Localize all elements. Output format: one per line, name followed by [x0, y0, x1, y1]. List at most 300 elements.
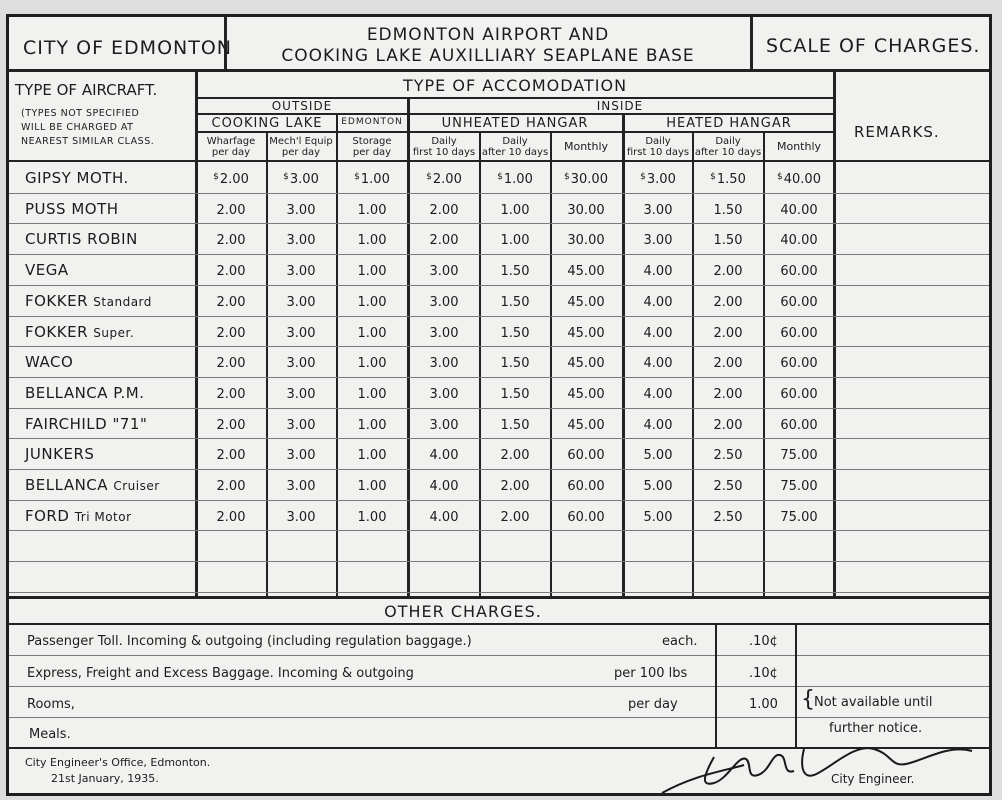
rate-value: 60.00 — [780, 418, 818, 433]
rule — [550, 131, 552, 596]
aircraft-name-text: FAIRCHILD "71" — [25, 415, 148, 433]
rate-value: 2.00 — [713, 418, 743, 433]
rate-cell — [556, 265, 616, 278]
rate-value: 3.00 — [429, 418, 459, 433]
aircraft-name-text: VEGA — [25, 261, 69, 279]
rate-cell — [769, 480, 829, 493]
charge-express-freight: Express, Freight and Excess Baggage. Incoming & outgoing — [27, 666, 414, 681]
rate-value: 1.50 — [500, 356, 530, 371]
aircraft-name — [25, 386, 145, 401]
col-header-wharfage: Wharfage per day — [206, 136, 256, 158]
aircraft-name — [25, 171, 129, 186]
row-gridline — [9, 592, 989, 593]
rate-cell — [271, 388, 331, 401]
rate-cell — [342, 480, 402, 493]
rate-value: 45.00 — [567, 295, 605, 310]
rate-value: 45.00 — [567, 264, 605, 279]
inside-label: INSIDE — [596, 99, 644, 113]
rate-value: 2.00 — [500, 510, 530, 525]
rate-value: 1.50 — [500, 387, 530, 402]
rate-cell — [414, 449, 474, 462]
aircraft-name-text: WACO — [25, 353, 74, 371]
rate-value: 3.00 — [286, 479, 316, 494]
rate-value: 60.00 — [780, 356, 818, 371]
aircraft-name-text: BELLANCA P.M. — [25, 384, 145, 402]
rate-value: 75.00 — [780, 448, 818, 463]
rate-value: 1.00 — [357, 233, 387, 248]
rate-cell — [414, 357, 474, 370]
unheated-hangar-label: UNHEATED HANGAR — [441, 116, 589, 131]
rate-value: 60.00 — [780, 264, 818, 279]
charge-express-unit: per 100 lbs — [614, 666, 688, 681]
rate-value: 1.00 — [500, 233, 530, 248]
rate-cell — [628, 327, 688, 340]
rate-value: 2.00 — [216, 356, 246, 371]
aircraft-name-suffix: Cruiser — [113, 479, 160, 493]
rate-value: 3.00 — [429, 356, 459, 371]
availability-note-line2: further notice. — [829, 721, 923, 736]
rate-cell — [698, 173, 758, 186]
rate-value: 30.00 — [570, 172, 608, 187]
rate-value: 3.00 — [429, 326, 459, 341]
rate-value: 2.50 — [713, 448, 743, 463]
rate-cell — [628, 480, 688, 493]
aircraft-name — [25, 355, 73, 370]
row-gridline — [9, 377, 989, 378]
rate-value: 2.00 — [216, 295, 246, 310]
aircraft-note-line2: WILL BE CHARGED AT — [21, 122, 134, 133]
rate-value: 3.00 — [286, 387, 316, 402]
rate-cell — [485, 357, 545, 370]
rate-value: 45.00 — [567, 418, 605, 433]
aircraft-name — [25, 294, 152, 309]
col-header-unheated-monthly: Monthly — [563, 140, 609, 153]
rate-cell — [556, 173, 616, 186]
rate-cell — [485, 419, 545, 432]
charges-sheet — [6, 14, 992, 796]
rate-cell — [485, 234, 545, 247]
col-header-heated-daily-first: Daily first 10 days — [626, 136, 690, 158]
rate-cell — [414, 419, 474, 432]
rate-value: 1.00 — [357, 510, 387, 525]
rate-cell — [628, 173, 688, 186]
row-gridline — [9, 346, 989, 347]
engineer-label: City Engineer. — [831, 772, 915, 786]
rate-value: 3.00 — [289, 172, 319, 187]
rate-cell — [201, 449, 261, 462]
rate-cell — [342, 511, 402, 524]
rate-cell — [414, 296, 474, 309]
dollar-sign: $ — [283, 172, 289, 182]
rate-cell — [201, 357, 261, 370]
rate-value: 3.00 — [286, 418, 316, 433]
dollar-sign: $ — [426, 172, 432, 182]
rate-value: 4.00 — [643, 418, 673, 433]
rate-value: 2.00 — [500, 448, 530, 463]
rate-value: 45.00 — [567, 356, 605, 371]
dollar-sign: $ — [497, 172, 503, 182]
aircraft-name-text: CURTIS ROBIN — [25, 230, 138, 248]
aircraft-note-line3: NEAREST SIMILAR CLASS. — [21, 136, 155, 147]
rule — [715, 623, 717, 747]
rate-cell — [414, 204, 474, 217]
rate-value: 4.00 — [643, 387, 673, 402]
dollar-sign: $ — [640, 172, 646, 182]
rate-value: 2.00 — [216, 387, 246, 402]
city-label: CITY OF EDMONTON — [23, 37, 233, 59]
rate-value: 60.00 — [780, 387, 818, 402]
rate-value: 3.00 — [286, 264, 316, 279]
charge-passenger-toll: Passenger Toll. Incoming & outgoing (including regulation baggage.) — [27, 634, 472, 649]
rate-cell — [698, 204, 758, 217]
rate-cell — [698, 265, 758, 278]
rate-value: 75.00 — [780, 479, 818, 494]
rate-value: 60.00 — [567, 510, 605, 525]
rate-cell — [769, 204, 829, 217]
rule — [9, 623, 989, 625]
airport-title-line2: COOKING LAKE AUXILLIARY SEAPLANE BASE — [281, 46, 695, 66]
rate-value: 40.00 — [783, 172, 821, 187]
rate-cell — [271, 511, 331, 524]
rate-cell — [698, 449, 758, 462]
row-gridline — [9, 500, 989, 501]
rate-value: 1.00 — [357, 356, 387, 371]
rate-cell — [698, 296, 758, 309]
rate-value: 2.00 — [216, 203, 246, 218]
col-header-unheated-daily-first: Daily first 10 days — [412, 136, 476, 158]
row-gridline — [9, 469, 989, 470]
airport-title-line1: EDMONTON AIRPORT AND — [366, 25, 610, 45]
aircraft-note-line1: (TYPES NOT SPECIFIED — [21, 108, 140, 119]
rate-cell — [698, 327, 758, 340]
rate-value: 1.00 — [357, 387, 387, 402]
rate-cell — [414, 480, 474, 493]
accommodation-label: TYPE OF ACCOMODATION — [402, 76, 628, 95]
rate-cell — [628, 511, 688, 524]
rate-value: 60.00 — [780, 326, 818, 341]
header-bottom-rule — [9, 160, 989, 162]
rule — [9, 686, 989, 687]
aircraft-name-text: JUNKERS — [25, 445, 95, 463]
rate-cell — [271, 173, 331, 186]
type-of-aircraft-label: TYPE OF AIRCRAFT. — [15, 81, 158, 99]
remarks-label: REMARKS. — [854, 123, 940, 141]
charge-rooms: Rooms, — [27, 697, 75, 712]
charge-passenger-unit: each. — [662, 634, 698, 649]
rate-cell — [271, 327, 331, 340]
rate-value: 4.00 — [429, 448, 459, 463]
col-header-unheated-daily-after: Daily after 10 days — [481, 136, 549, 158]
rate-value: 2.00 — [216, 510, 246, 525]
aircraft-name-text: FORD — [25, 507, 70, 525]
row-gridline — [9, 285, 989, 286]
rate-value: 2.00 — [216, 479, 246, 494]
rate-value: 1.00 — [357, 448, 387, 463]
rate-value: 2.00 — [500, 479, 530, 494]
rate-value: 1.50 — [500, 326, 530, 341]
rate-cell — [698, 388, 758, 401]
heated-hangar-label: HEATED HANGAR — [666, 116, 792, 131]
rate-cell — [698, 480, 758, 493]
aircraft-name — [25, 263, 69, 278]
rate-cell — [698, 234, 758, 247]
rate-value: 40.00 — [780, 203, 818, 218]
rate-value: 60.00 — [567, 479, 605, 494]
rate-value: 1.00 — [503, 172, 533, 187]
rule — [9, 655, 989, 656]
rule — [336, 113, 338, 596]
rate-cell — [271, 357, 331, 370]
rate-value: 1.50 — [500, 295, 530, 310]
rate-cell — [342, 265, 402, 278]
rate-cell — [556, 327, 616, 340]
rate-cell — [201, 511, 261, 524]
rate-value: 1.00 — [357, 203, 387, 218]
aircraft-name — [25, 417, 147, 432]
rule — [9, 717, 989, 718]
rate-value: 4.00 — [643, 264, 673, 279]
rate-value: 2.00 — [429, 203, 459, 218]
rate-cell — [556, 511, 616, 524]
rate-cell — [556, 204, 616, 217]
dollar-sign: $ — [564, 172, 570, 182]
rate-cell — [271, 449, 331, 462]
aircraft-col-rule — [195, 72, 198, 596]
dollar-sign: $ — [354, 172, 360, 182]
rate-cell — [201, 388, 261, 401]
rate-value: 75.00 — [780, 510, 818, 525]
aircraft-name-suffix: Tri Motor — [74, 510, 132, 524]
rate-cell — [342, 327, 402, 340]
brace: { — [801, 687, 815, 712]
row-gridline — [9, 530, 989, 531]
rate-cell — [271, 296, 331, 309]
rate-cell — [485, 449, 545, 462]
rate-cell — [342, 419, 402, 432]
dollar-sign: $ — [710, 172, 716, 182]
rate-value: 60.00 — [567, 448, 605, 463]
aircraft-name — [25, 232, 138, 247]
rate-cell — [628, 296, 688, 309]
rate-value: 1.50 — [716, 172, 746, 187]
rate-value: 3.00 — [286, 295, 316, 310]
rate-value: 3.00 — [643, 203, 673, 218]
rate-cell — [201, 296, 261, 309]
office-label: City Engineer's Office, Edmonton. — [25, 756, 211, 769]
rate-cell — [556, 480, 616, 493]
col-header-heated-daily-after: Daily after 10 days — [694, 136, 762, 158]
rate-value: 2.50 — [713, 510, 743, 525]
row-gridline — [9, 254, 989, 255]
rate-cell — [485, 173, 545, 186]
rule — [763, 131, 765, 596]
dollar-sign: $ — [213, 172, 219, 182]
rule — [622, 113, 625, 596]
rate-value: 1.50 — [713, 233, 743, 248]
rate-value: 2.00 — [713, 264, 743, 279]
rate-cell — [556, 296, 616, 309]
rate-value: 1.50 — [500, 264, 530, 279]
aircraft-name-text: FOKKER — [25, 292, 89, 310]
table-bottom-rule — [9, 596, 989, 599]
engineer-signature — [654, 735, 984, 797]
availability-note-line1: Not available until — [814, 695, 933, 710]
row-gridline — [9, 193, 989, 194]
rate-cell — [342, 173, 402, 186]
rate-cell — [556, 449, 616, 462]
remarks-col-rule — [833, 72, 836, 596]
scale-label: SCALE OF CHARGES. — [766, 35, 981, 57]
aircraft-name — [25, 509, 132, 524]
rate-value: 2.50 — [713, 479, 743, 494]
rate-cell — [769, 173, 829, 186]
rule — [266, 131, 268, 596]
rate-cell — [342, 357, 402, 370]
rate-value: 3.00 — [646, 172, 676, 187]
rate-cell — [485, 204, 545, 217]
rate-cell — [628, 419, 688, 432]
rate-value: 2.00 — [216, 448, 246, 463]
rule — [198, 113, 833, 115]
aircraft-name — [25, 202, 119, 217]
rate-cell — [769, 449, 829, 462]
rate-cell — [628, 449, 688, 462]
charge-express-price: .10¢ — [749, 666, 778, 681]
rate-cell — [628, 357, 688, 370]
rate-value: 2.00 — [216, 264, 246, 279]
rate-value: 3.00 — [429, 295, 459, 310]
aircraft-name-text: FOKKER — [25, 323, 89, 341]
rate-value: 3.00 — [429, 264, 459, 279]
rate-value: 3.00 — [286, 203, 316, 218]
rate-value: 5.00 — [643, 448, 673, 463]
rate-value: 1.00 — [357, 418, 387, 433]
rate-value: 3.00 — [286, 326, 316, 341]
row-gridline — [9, 408, 989, 409]
charge-rooms-unit: per day — [628, 697, 678, 712]
row-gridline — [9, 561, 989, 562]
rate-value: 60.00 — [780, 295, 818, 310]
col-header-storage: Storage per day — [352, 136, 392, 158]
other-charges-title: OTHER CHARGES. — [384, 602, 542, 621]
rate-cell — [201, 327, 261, 340]
rate-cell — [628, 388, 688, 401]
rate-value: 4.00 — [643, 356, 673, 371]
rate-value: 2.00 — [216, 326, 246, 341]
rate-value: 1.00 — [500, 203, 530, 218]
rate-cell — [485, 296, 545, 309]
rate-cell — [342, 388, 402, 401]
rate-cell — [698, 419, 758, 432]
rate-cell — [769, 388, 829, 401]
rate-value: 2.00 — [432, 172, 462, 187]
rate-cell — [485, 511, 545, 524]
rate-value: 3.00 — [286, 356, 316, 371]
rate-value: 2.00 — [219, 172, 249, 187]
rate-cell — [201, 265, 261, 278]
rate-cell — [414, 511, 474, 524]
rate-cell — [201, 419, 261, 432]
rate-value: 1.00 — [357, 264, 387, 279]
rule — [479, 131, 481, 596]
rate-cell — [414, 388, 474, 401]
rule — [198, 131, 833, 133]
rate-cell — [769, 265, 829, 278]
rate-value: 5.00 — [643, 479, 673, 494]
cooking-lake-label: COOKING LAKE — [211, 116, 323, 131]
rate-cell — [769, 357, 829, 370]
aircraft-name-suffix: Standard — [93, 295, 152, 309]
charge-meals: Meals. — [29, 727, 71, 742]
rate-cell — [769, 296, 829, 309]
rule — [795, 623, 797, 747]
rate-value: 40.00 — [780, 233, 818, 248]
title-rule — [9, 69, 989, 72]
rate-cell — [485, 327, 545, 340]
rate-cell — [698, 357, 758, 370]
col-header-heated-monthly: Monthly — [776, 140, 822, 153]
rate-cell — [201, 173, 261, 186]
rate-value: 1.00 — [357, 479, 387, 494]
divider — [750, 17, 753, 69]
rate-value: 5.00 — [643, 510, 673, 525]
rate-cell — [485, 480, 545, 493]
rate-cell — [271, 234, 331, 247]
rate-value: 2.00 — [713, 356, 743, 371]
rate-cell — [628, 265, 688, 278]
charge-rooms-price: 1.00 — [749, 697, 778, 712]
rate-value: 3.00 — [286, 510, 316, 525]
rate-cell — [769, 234, 829, 247]
rate-value: 1.00 — [357, 326, 387, 341]
rate-value: 4.00 — [429, 510, 459, 525]
rate-cell — [271, 265, 331, 278]
rate-cell — [769, 327, 829, 340]
rate-value: 30.00 — [567, 233, 605, 248]
edmonton-label: EDMONTON — [341, 117, 403, 127]
date-label: 21st January, 1935. — [51, 772, 159, 785]
rate-cell — [201, 480, 261, 493]
aircraft-name-suffix: Super. — [93, 326, 135, 340]
rate-cell — [414, 173, 474, 186]
aircraft-name-text: GIPSY MOTH. — [25, 169, 129, 187]
rate-value: 1.50 — [713, 203, 743, 218]
rate-cell — [201, 234, 261, 247]
aircraft-name — [25, 447, 94, 462]
rate-cell — [342, 449, 402, 462]
rate-value: 4.00 — [429, 479, 459, 494]
rate-cell — [485, 388, 545, 401]
rate-value: 2.00 — [713, 295, 743, 310]
rate-cell — [201, 204, 261, 217]
outside-label: OUTSIDE — [271, 99, 333, 113]
rate-cell — [556, 234, 616, 247]
dollar-sign: $ — [777, 172, 783, 182]
rate-cell — [628, 234, 688, 247]
rate-cell — [628, 204, 688, 217]
charge-passenger-price: .10¢ — [749, 634, 778, 649]
rate-value: 2.00 — [713, 326, 743, 341]
col-header-mech-equip: Mech'l Equip per day — [269, 136, 333, 158]
rate-cell — [698, 511, 758, 524]
rate-value: 2.00 — [216, 418, 246, 433]
rate-value: 2.00 — [429, 233, 459, 248]
rate-value: 1.00 — [357, 295, 387, 310]
rate-cell — [271, 204, 331, 217]
rate-cell — [769, 511, 829, 524]
aircraft-name — [25, 325, 134, 340]
rate-value: 45.00 — [567, 326, 605, 341]
